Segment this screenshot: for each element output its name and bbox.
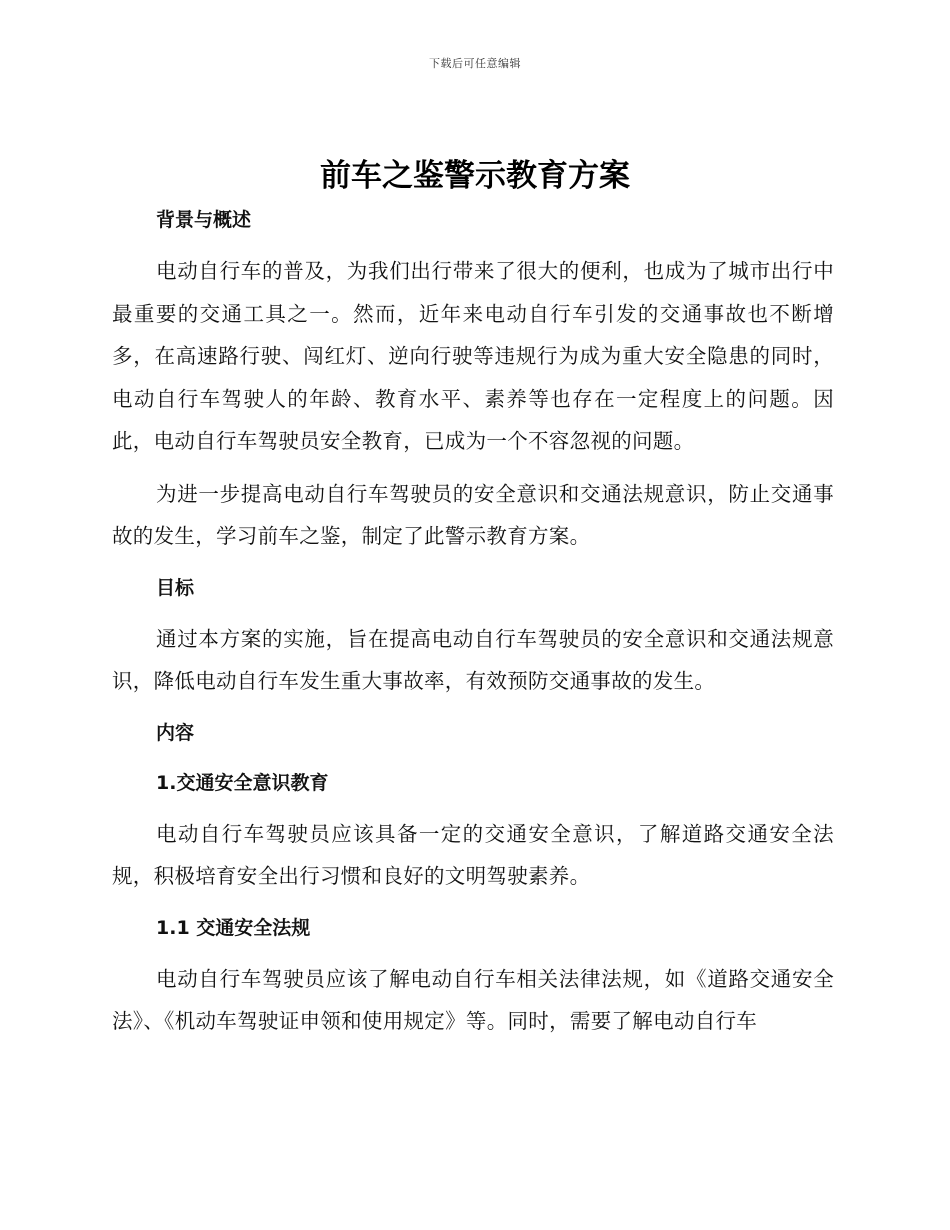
section-heading-content: 内容 [156,721,195,744]
paragraph-subsection-1: 电动自行车驾驶员应该具备一定的交通安全意识，了解道路交通安全法规，积极培育安全出行习惯和良好的文明驾驶素养。 [112,821,834,888]
subsection-heading-1-1: 1.1 交通安全法规 [156,916,311,939]
paragraph-background-1: 电动自行车的普及，为我们出行带来了很大的便利，也成为了城市出行中最重要的交通工具之一。然而，近年来电动自行车引发的交通事故也不断增多，在高速路行驶、闯红灯、逆向行驶等违规行为成为重大安全隐患的同时，电动自行车驾驶人的年龄、教育水平、素养等也存在一定程度上的问题。因此，电动自行车驾驶员安全教育，已成为一个不容忽视的问题。 [112,259,834,453]
document-title: 前车之鉴警示教育方案 [320,158,630,194]
document-body [112,200,834,1043]
section-heading-goal: 目标 [156,576,195,599]
header-note: 下载后可任意编辑 [429,57,521,70]
section-heading-background: 背景与概述 [156,209,252,231]
subsection-heading-1: 1.交通安全意识教育 [156,771,329,794]
paragraph-background-2: 为进一步提高电动自行车驾驶员的安全意识和交通法规意识，防止交通事故的发生，学习前车之鉴，制定了此警示教育方案。 [112,481,834,548]
paragraph-subsection-1-1: 电动自行车驾驶员应该了解电动自行车相关法律法规，如《道路交通安全法》、《机动车驾驶证申领和使用规定》等。同时，需要了解电动自行车 [112,966,834,1033]
paragraph-goal: 通过本方案的实施，旨在提高电动自行车驾驶员的安全意识和交通法规意识，降低电动自行车发生重大事故率，有效预防交通事故的发生。 [112,626,834,693]
